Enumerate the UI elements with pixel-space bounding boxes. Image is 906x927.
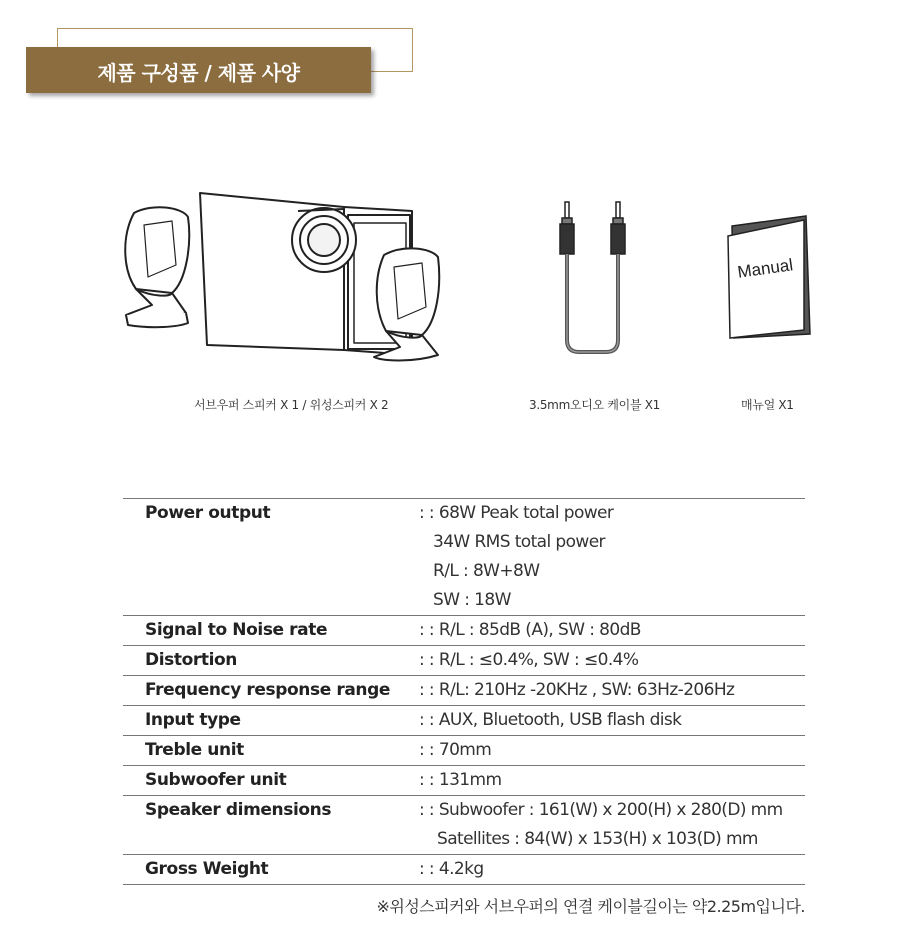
spec-label: Subwoofer unit <box>145 770 287 790</box>
spec-value <box>419 706 805 735</box>
spec-value <box>419 796 805 854</box>
manual-illustration <box>724 212 814 340</box>
cable-caption: 3.5mm오디오 케이블 X1 <box>529 398 660 412</box>
spec-row <box>123 766 805 796</box>
spec-value-line: : : 131mm <box>419 770 502 790</box>
spec-value-line: : : 4.2kg <box>419 859 484 879</box>
spec-value <box>419 855 805 884</box>
spec-value-line: 34W RMS total power <box>433 532 605 552</box>
spec-value <box>419 646 805 675</box>
spec-value-line: : : R/L: 210Hz -20KHz , SW: 63Hz-206Hz <box>419 680 735 700</box>
spec-row <box>123 499 805 616</box>
spec-label: Power output <box>145 503 271 523</box>
spec-row <box>123 706 805 736</box>
spec-label: Gross Weight <box>145 859 269 879</box>
speaker-set-illustration <box>112 185 457 365</box>
spec-value <box>419 499 805 615</box>
spec-label: Signal to Noise rate <box>145 620 328 640</box>
spec-value-line: : : Subwoofer : 161(W) x 200(H) x 280(D) mm <box>419 800 783 820</box>
spec-label: Frequency response range <box>145 680 391 700</box>
spec-value-line: : : R/L : 85dB (A), SW : 80dB <box>419 620 641 640</box>
speaker-caption: 서브우퍼 스피커 X 1 / 위성스피커 X 2 <box>194 398 389 412</box>
spec-value-line: SW : 18W <box>433 590 511 610</box>
manual-caption: 매뉴얼 X1 <box>741 398 794 412</box>
spec-value-line: R/L : 8W+8W <box>433 561 540 581</box>
spec-value-line: : : R/L : ≤0.4%, SW : ≤0.4% <box>419 650 639 670</box>
spec-label: Speaker dimensions <box>145 800 332 820</box>
manual-cover-label: Manual <box>736 255 795 282</box>
spec-row <box>123 736 805 766</box>
spec-row <box>123 855 805 885</box>
spec-value-line: : : AUX, Bluetooth, USB flash disk <box>419 710 682 730</box>
spec-value-line: : : 68W Peak total power <box>419 503 614 523</box>
spec-value <box>419 766 805 795</box>
spec-row <box>123 616 805 646</box>
spec-label: Treble unit <box>145 740 244 760</box>
spec-row <box>123 796 805 855</box>
spec-label: Distortion <box>145 650 237 670</box>
spec-row <box>123 676 805 706</box>
spec-value <box>419 676 805 705</box>
spec-label: Input type <box>145 710 241 730</box>
audio-cable-illustration <box>548 200 638 358</box>
spec-row <box>123 646 805 676</box>
section-banner <box>26 47 371 93</box>
spec-value-line: : : 70mm <box>419 740 492 760</box>
spec-value-line: Satellites : 84(W) x 153(H) x 103(D) mm <box>437 829 758 849</box>
spec-value <box>419 736 805 765</box>
cable-length-note: ※위성스피커와 서브우퍼의 연결 케이블길이는 약2.25m입니다. <box>376 897 805 916</box>
spec-value <box>419 616 805 645</box>
spec-table <box>123 498 805 885</box>
section-title: 제품 구성품 / 제품 사양 <box>97 61 300 85</box>
